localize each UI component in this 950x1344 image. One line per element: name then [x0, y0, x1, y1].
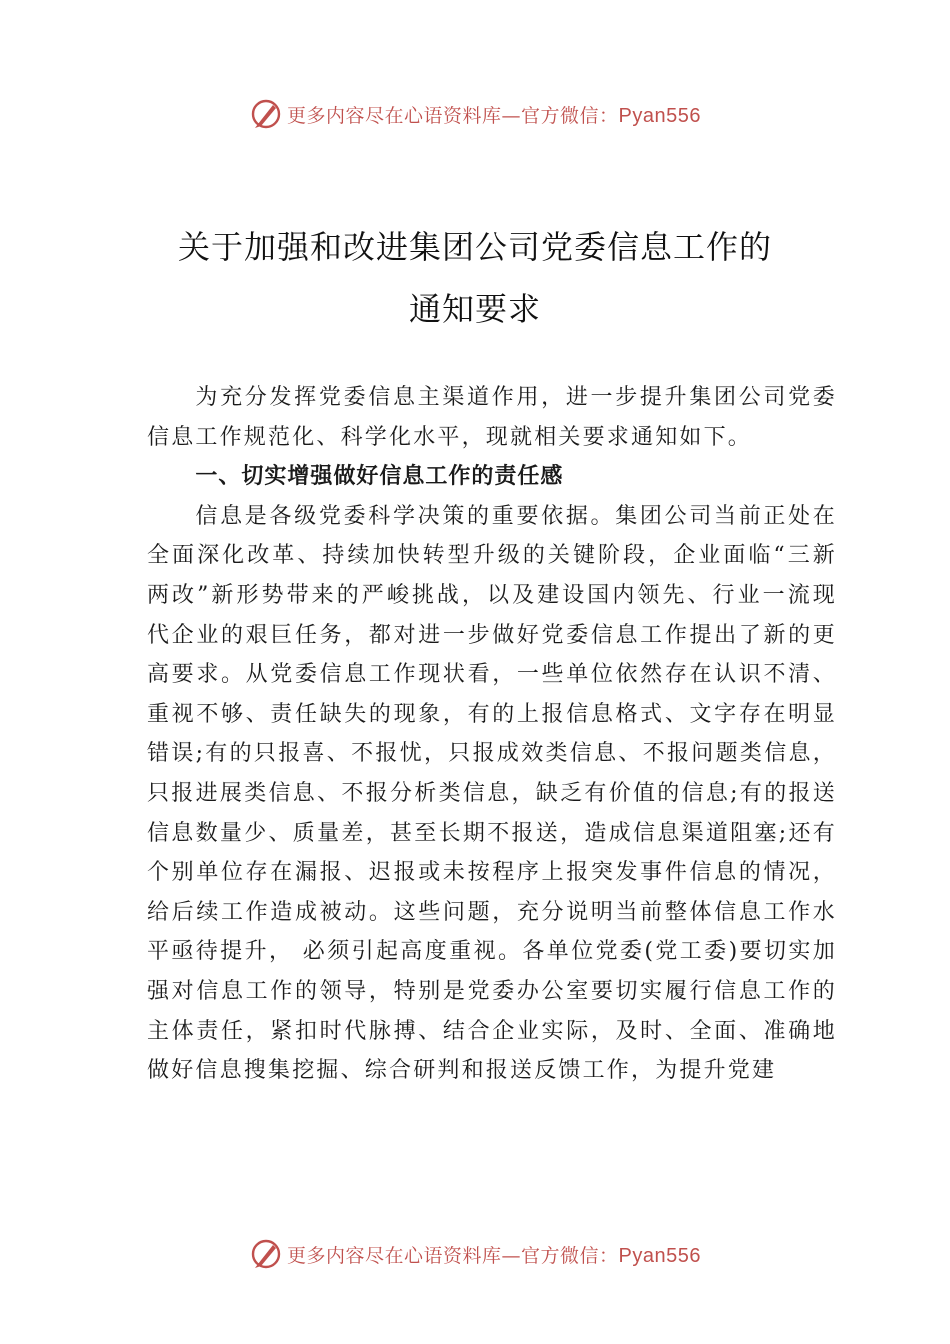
banner-text — [287, 101, 701, 128]
intro-paragraph: 为充分发挥党委信息主渠道作用，进一步提升集团公司党委信息工作规范化、科学化水平，现就相关要求通知如下。 — [147, 385, 837, 450]
header-watermark-banner — [0, 92, 950, 136]
document-body — [147, 378, 837, 1091]
banner-label: 更多内容尽在心语资料库—官方微信： — [287, 1244, 619, 1267]
banner-text — [287, 1241, 701, 1268]
banner-label: 更多内容尽在心语资料库—官方微信： — [287, 104, 619, 127]
document-title-line-1: 关于加强和改进集团公司党委信息工作的 — [177, 228, 772, 266]
quill-pen-logo-icon — [249, 1237, 283, 1271]
section-heading-1: 一、切实增强做好信息工作的责任感 — [195, 464, 564, 490]
section-1-paragraph: 信息是各级党委科学决策的重要依据。集团公司当前正处在全面深化改革、持续加快转型升级的关键阶段，企业面临“三新两改”新形势带来的严峻挑战，以及建设国内领先、行业一流现代企业的艰巨任务，都对进一步做好党委信息工作提出了新的更高要求。从党委信息工作现状看，一些单位依然存在认识不清、重视不够、责任缺失的现象，有的上报信息格式、文字存在明显错误;有的只报喜、不报忧，只报成效类信息、不报问题类信息，只报进展类信息、不报分析类信息，缺乏有价值的信息;有的报送信息数量少、质量差，甚至长期不报送，造成信息渠道阻塞;还有个别单位存在漏报、迟报或未按程序上报突发事件信息的情况，给后续工作造成被动。这些问题，充分说明当前整体信息工作水平亟待提升， 必须引起高度重视。各单位党委(党工委)要切实加强对信息工作的领导，特别是党委办公室要切实履行信息工作的主体责任，紧扣时代脉搏、结合企业实际，及时、全面、准确地做好信息搜集挖掘、综合研判和报送反馈工作，为提升党建 — [147, 503, 837, 1084]
document-title-line-2: 通知要求 — [408, 290, 541, 328]
footer-watermark-banner — [0, 1232, 950, 1276]
quill-pen-logo-icon — [249, 97, 283, 131]
banner-wechat-id: Pyan556 — [618, 1244, 701, 1267]
banner-wechat-id: Pyan556 — [618, 104, 701, 127]
